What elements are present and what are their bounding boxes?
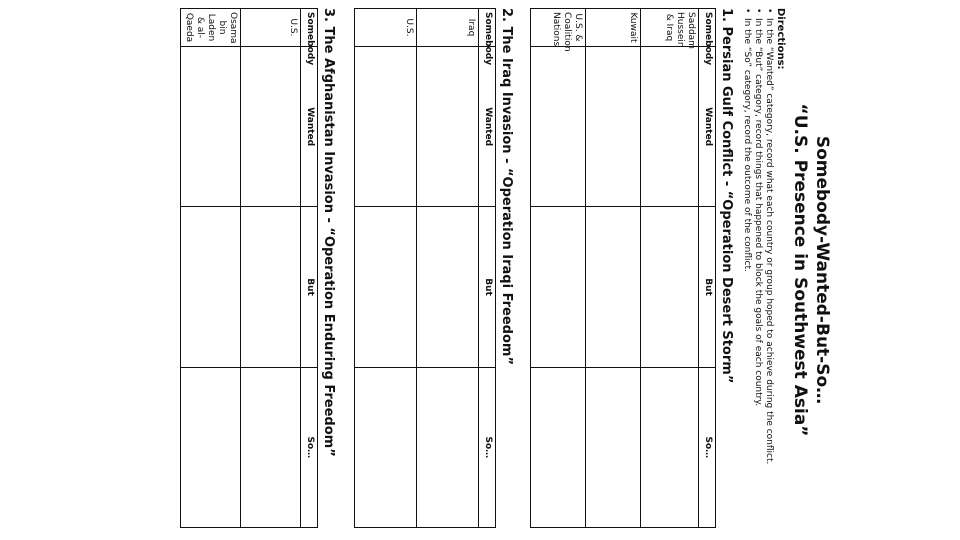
answer-cell[interactable] — [417, 207, 479, 367]
column-header-but: But — [699, 207, 716, 367]
answer-cell[interactable] — [531, 207, 586, 367]
answer-cell[interactable] — [641, 47, 699, 207]
column-header-somebody: Somebody — [699, 9, 716, 47]
column-header-so: So… — [479, 367, 496, 527]
column-header-wanted: Wanted — [301, 47, 318, 207]
swbs-table-enduring-freedom — [180, 8, 318, 528]
direction-item: • In the “Wanted” category, record what each country or group hoped to achieve during the conflict. — [763, 8, 774, 528]
answer-cell[interactable] — [586, 367, 641, 527]
row-label: U.S. — [241, 9, 301, 47]
column-header-but: But — [479, 207, 496, 367]
column-header-but: But — [301, 207, 318, 367]
answer-cell[interactable] — [355, 367, 417, 527]
answer-cell[interactable] — [417, 367, 479, 527]
swbs-table-desert-storm — [530, 8, 716, 528]
row-label: U.S. & Coalition Nations — [531, 9, 586, 47]
row-label: Kuwait — [586, 9, 641, 47]
direction-item: • In the “But” category, record things that happened to block the goals of each country. — [752, 8, 763, 528]
directions-heading: Directions: — [775, 8, 786, 70]
answer-cell[interactable] — [181, 47, 241, 207]
section-title-iraqi-freedom: 2. The Iraq Invasion - “Operation Iraqi Freedom” — [499, 8, 514, 366]
direction-item: • In the “So” category, record the outcome of the conflict. — [741, 8, 752, 528]
column-header-so: So… — [301, 367, 318, 527]
worksheet-title: Somebody-Wanted-But-So… — [812, 135, 832, 405]
section-title-desert-storm: 1. Persian Gulf Conflict - “Operation Desert Storm” — [719, 8, 734, 384]
row-label: U.S. — [355, 9, 417, 47]
worksheet-page — [120, 0, 840, 540]
answer-cell[interactable] — [641, 367, 699, 527]
answer-cell[interactable] — [241, 367, 301, 527]
column-header-somebody: Somebody — [479, 9, 496, 47]
answer-cell[interactable] — [241, 47, 301, 207]
answer-cell[interactable] — [531, 367, 586, 527]
row-label: Iraq — [417, 9, 479, 47]
answer-cell[interactable] — [586, 207, 641, 367]
row-label: Saddam Hussein & Iraq — [641, 9, 699, 47]
answer-cell[interactable] — [531, 47, 586, 207]
column-header-somebody: Somebody — [301, 9, 318, 47]
column-header-wanted: Wanted — [699, 47, 716, 207]
column-header-so: So… — [699, 367, 716, 527]
answer-cell[interactable] — [586, 47, 641, 207]
worksheet-subtitle: “U.S. Presence in Southwest Asia” — [790, 103, 810, 437]
directions-list — [741, 8, 774, 528]
answer-cell[interactable] — [355, 207, 417, 367]
answer-cell[interactable] — [417, 47, 479, 207]
answer-cell[interactable] — [355, 47, 417, 207]
answer-cell[interactable] — [181, 207, 241, 367]
answer-cell[interactable] — [241, 207, 301, 367]
answer-cell[interactable] — [641, 207, 699, 367]
column-header-wanted: Wanted — [479, 47, 496, 207]
row-label: Osama bin Laden & al-Qaeda — [181, 9, 241, 47]
swbs-table-iraqi-freedom — [354, 8, 496, 528]
section-title-enduring-freedom: 3. The Afghanistan Invasion - “Operation Enduring Freedom” — [321, 8, 336, 457]
answer-cell[interactable] — [181, 367, 241, 527]
